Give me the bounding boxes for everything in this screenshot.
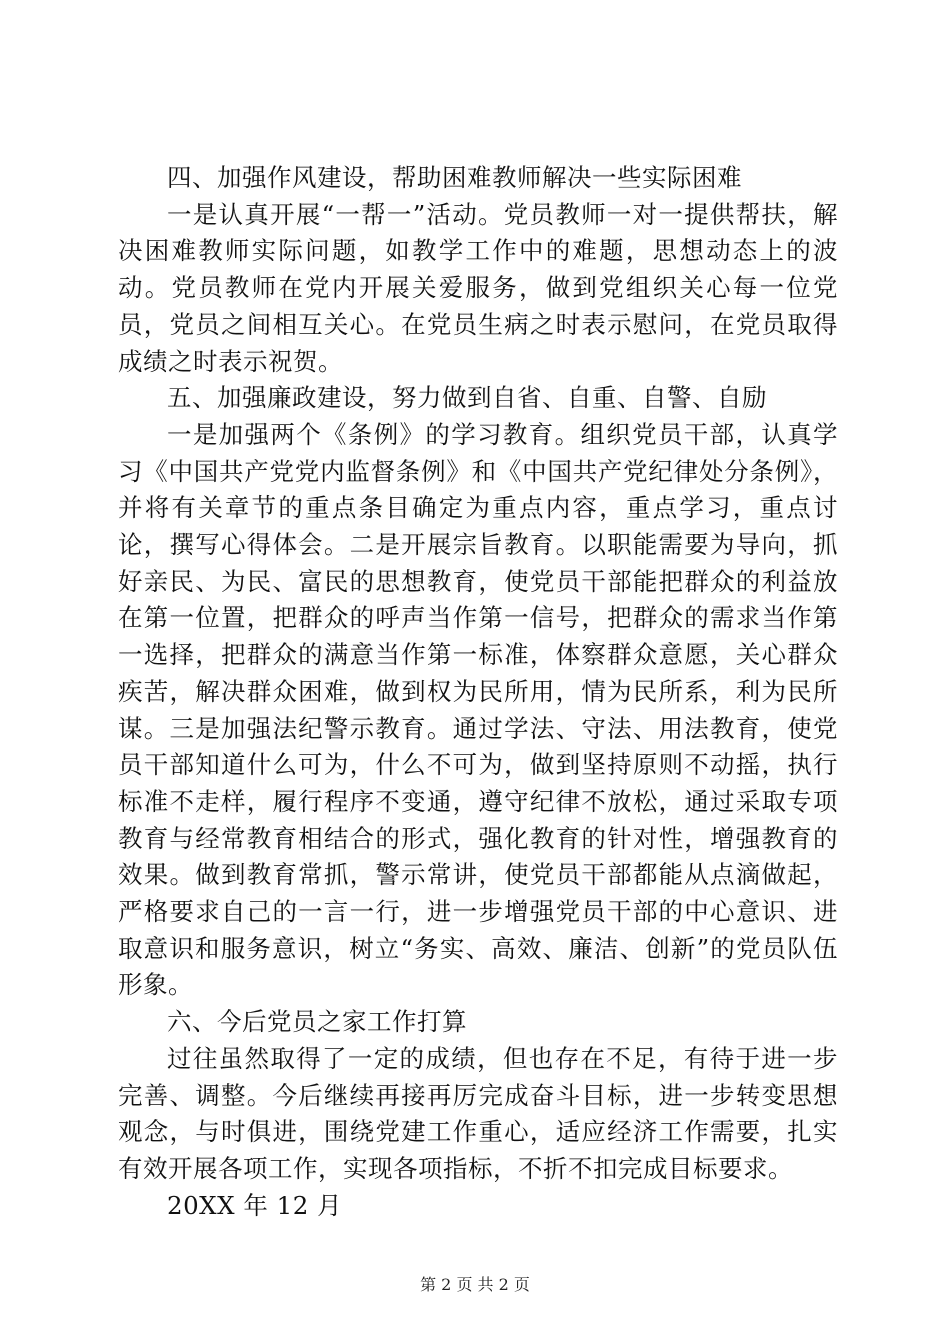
section-heading-5: 五、加强廉政建设，努力做到自省、自重、自警、自励: [167, 383, 767, 413]
page-footer: [0, 1275, 950, 1295]
section-heading-6: 六、今后党员之家工作打算: [167, 1007, 467, 1037]
page-number-label: 第 2 页 共 2 页: [420, 1275, 530, 1294]
document-date: 20XX 年 12 月: [167, 1190, 343, 1220]
paragraph-section-4: 一是认真开展“一帮一”活动。党员教师一对一提供帮扶，解决困难教师实际问题，如教学工作中的难题，思想动态上的波动。党员教师在党内开展关爱服务，做到党组织关心每一位党员，党员之间相互关心。在党员生病之时表示慰问，在党员取得成绩之时表示祝贺。: [118, 199, 838, 376]
document-body: [118, 160, 838, 1224]
paragraph-section-5: 一是加强两个《条例》的学习教育。组织党员干部，认真学习《中国共产党党内监督条例》和《中国共产党纪律处分条例》，并将有关章节的重点条目确定为重点内容，重点学习，重点讨论，撰写心得体会。二是开展宗旨教育。以职能需要为导向，抓好亲民、为民、富民的思想教育，使党员干部能把群众的利益放在第一位置，把群众的呼声当作第一信号，把群众的需求当作第一选择，把群众的满意当作第一标准，体察群众意愿，关心群众疾苦，解决群众困难，做到权为民所用，情为民所系，利为民所谋。三是加强法纪警示教育。通过学法、守法、用法教育，使党员干部知道什么可为，什么不可为，做到坚持原则不动摇，执行标准不走样，履行程序不变通，遵守纪律不放松，通过采取专项教育与经常教育相结合的形式，强化教育的针对性，增强教育的效果。做到教育常抓，警示常讲，使党员干部都能从点滴做起，严格要求自己的一言一行，进一步增强党员干部的中心意识、进取意识和服务意识，树立“务实、高效、廉洁、创新”的党员队伍形象。: [118, 419, 838, 1000]
paragraph-section-6: 过往虽然取得了一定的成绩，但也存在不足，有待于进一步完善、调整。今后继续再接再厉完成奋斗目标，进一步转变思想观念，与时俱进，围绕党建工作重心，适应经济工作需要，扎实有效开展各项工作，实现各项指标，不折不扣完成目标要求。: [118, 1043, 838, 1183]
section-heading-4: 四、加强作风建设，帮助困难教师解决一些实际困难: [167, 163, 742, 192]
